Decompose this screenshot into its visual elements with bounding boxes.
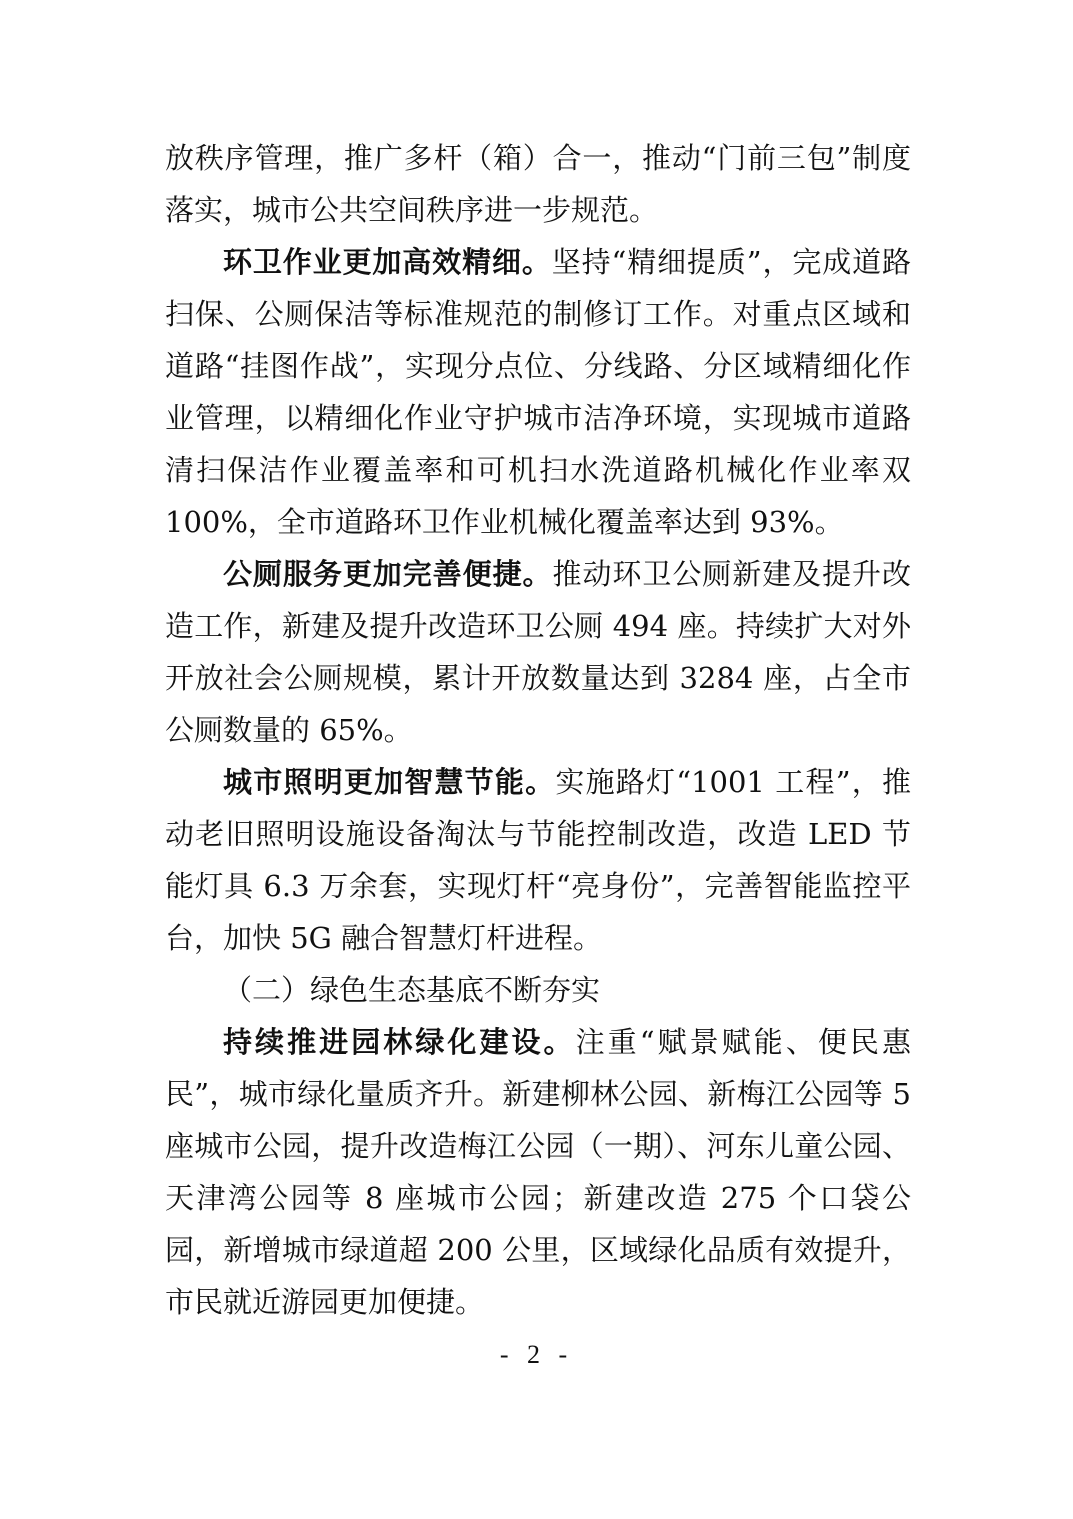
paragraph-lead: 环卫作业更加高效精细。 <box>223 245 552 279</box>
paragraph-continued <box>165 132 911 236</box>
paragraph-lighting <box>165 756 911 964</box>
paragraph-lead: 持续推进园林绿化建设。 <box>223 1025 576 1059</box>
section-subheading: （二）绿色生态基底不断夯实 <box>223 973 601 1007</box>
body-text <box>165 132 911 1328</box>
paragraph-toilets <box>165 548 911 756</box>
paragraph-text: 实施路灯“1001 工程”，推动老旧照明设施设备淘汰与节能控制改造，改造 LED 节能灯具 6.3 万余套，实现灯杆“亮身份”，完善智能监控平台，加快 5G 融合智慧灯杆进程。 <box>165 765 911 955</box>
paragraph-text: 推动环卫公厕新建及提升改造工作，新建及提升改造环卫公厕 494 座。持续扩大对外开放社会公厕规模，累计开放数量达到 3284 座，占全市公厕数量的 65%。 <box>165 557 911 747</box>
paragraph-lead: 城市照明更加智慧节能。 <box>223 765 556 799</box>
paragraph-greening <box>165 1016 911 1328</box>
paragraph-text: 放秩序管理，推广多杆（箱）合一，推动“门前三包”制度落实，城市公共空间秩序进一步规范。 <box>165 141 911 227</box>
paragraph-text: 注重“赋景赋能、便民惠民”，城市绿化量质齐升。新建柳林公园、新梅江公园等 5 座城市公园，提升改造梅江公园（一期）、河东儿童公园、天津湾公园等 8 座城市公园；新建改造 275 个口袋公园，新增城市绿道超 200 公里，区域绿化品质有效提升，市民就近游园更加便捷。 <box>165 1025 911 1319</box>
page-number: - 2 - <box>499 1340 574 1369</box>
paragraph-lead: 公厕服务更加完善便捷。 <box>223 557 553 591</box>
paragraph-text: 坚持“精细提质”，完成道路扫保、公厕保洁等标准规范的制修订工作。对重点区域和道路“挂图作战”，实现分点位、分线路、分区域精细化作业管理，以精细化作业守护城市洁净环境，实现城市道路清扫保洁作业覆盖率和可机扫水洗道路机械化作业率双 100%，全市道路环卫作业机械化覆盖率达到 93%。 <box>165 245 911 539</box>
paragraph-sanitation <box>165 236 911 548</box>
